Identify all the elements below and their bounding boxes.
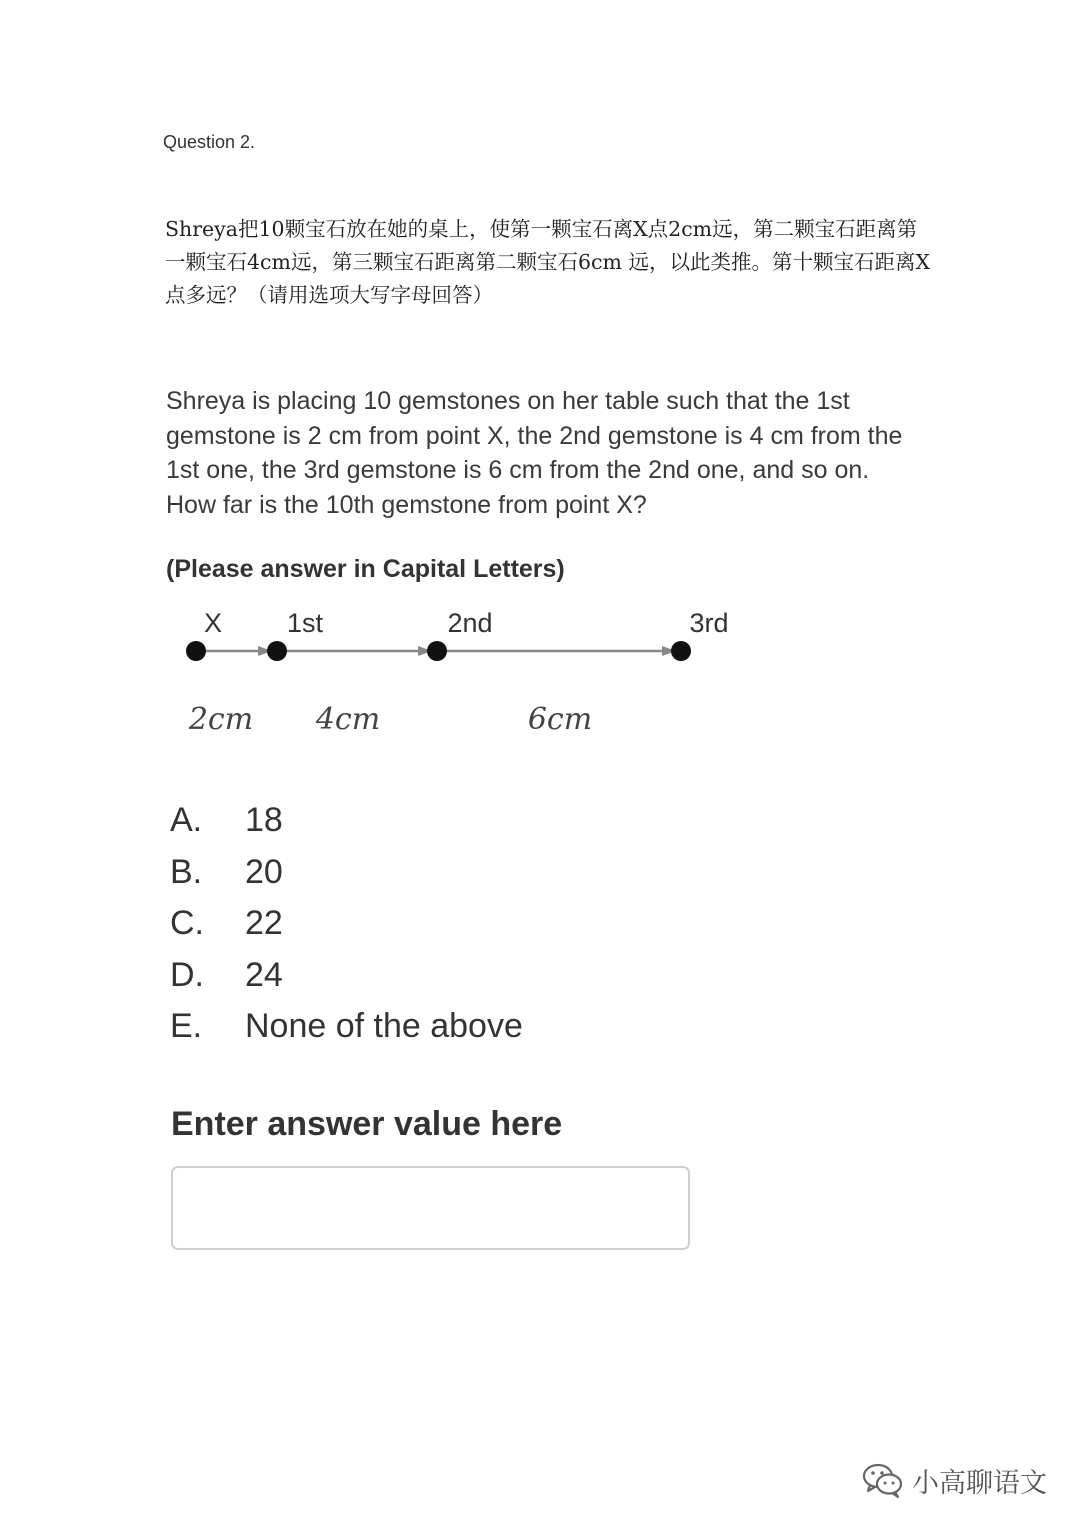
point-2nd-dot bbox=[427, 641, 447, 661]
option-letter: C. bbox=[170, 904, 204, 943]
point-label-2nd: 2nd bbox=[447, 608, 493, 638]
option-letter: E. bbox=[170, 1007, 203, 1046]
point-label-3rd: 3rd bbox=[689, 608, 729, 638]
option-b bbox=[170, 847, 523, 899]
answer-label: Enter answer value here bbox=[171, 1105, 563, 1143]
capital-letters-note: (Please answer in Capital Letters) bbox=[166, 555, 565, 583]
point-3rd-dot bbox=[671, 641, 691, 661]
point-label-x: X bbox=[203, 608, 223, 638]
question-number: Question 2. bbox=[163, 132, 256, 152]
option-value: 24 bbox=[245, 955, 283, 994]
segment-label-3: 6cm bbox=[527, 702, 593, 737]
option-e bbox=[170, 1001, 523, 1053]
option-value: 18 bbox=[245, 801, 283, 840]
watermark bbox=[862, 1456, 1047, 1504]
segment-label-2: 4cm bbox=[315, 702, 381, 737]
option-value: 20 bbox=[245, 852, 283, 891]
option-value: 22 bbox=[245, 904, 283, 943]
option-letter: D. bbox=[170, 955, 204, 994]
point-1st-dot bbox=[267, 641, 287, 661]
option-c bbox=[170, 898, 523, 950]
option-a bbox=[170, 795, 523, 847]
point-label-1st: 1st bbox=[286, 608, 324, 638]
wechat-icon bbox=[862, 1461, 904, 1499]
option-letter: B. bbox=[170, 852, 203, 891]
option-d bbox=[170, 950, 523, 1002]
option-value: None of the above bbox=[245, 1007, 523, 1046]
segment-label-1: 2cm bbox=[188, 702, 254, 737]
question-text-chinese: Shreya把10颗宝石放在她的桌上，使第一颗宝石离X点2cm远，第二颗宝石距离第一颗宝石4cm远，第三颗宝石距离第二颗宝石6cm 远，以此类推。第十颗宝石距离X点多远？（请用选项大写字母回答） bbox=[165, 217, 931, 307]
answer-input[interactable] bbox=[171, 1166, 690, 1250]
option-letter: A. bbox=[170, 801, 203, 840]
point-x-dot bbox=[186, 641, 206, 661]
gemstone-distance-diagram bbox=[160, 595, 780, 755]
question-text-english: Shreya is placing 10 gemstones on her table such that the 1st gemstone is 2 cm from point X, the 2nd gemstone is 4 cm from the 1st one, the 3rd gemstone is 6 cm from the 2nd one, and so on. How far is the 10th gemstone from point X? bbox=[166, 387, 903, 519]
watermark-text: 小高聊语文 bbox=[912, 1467, 1047, 1499]
answer-options bbox=[170, 795, 523, 1053]
